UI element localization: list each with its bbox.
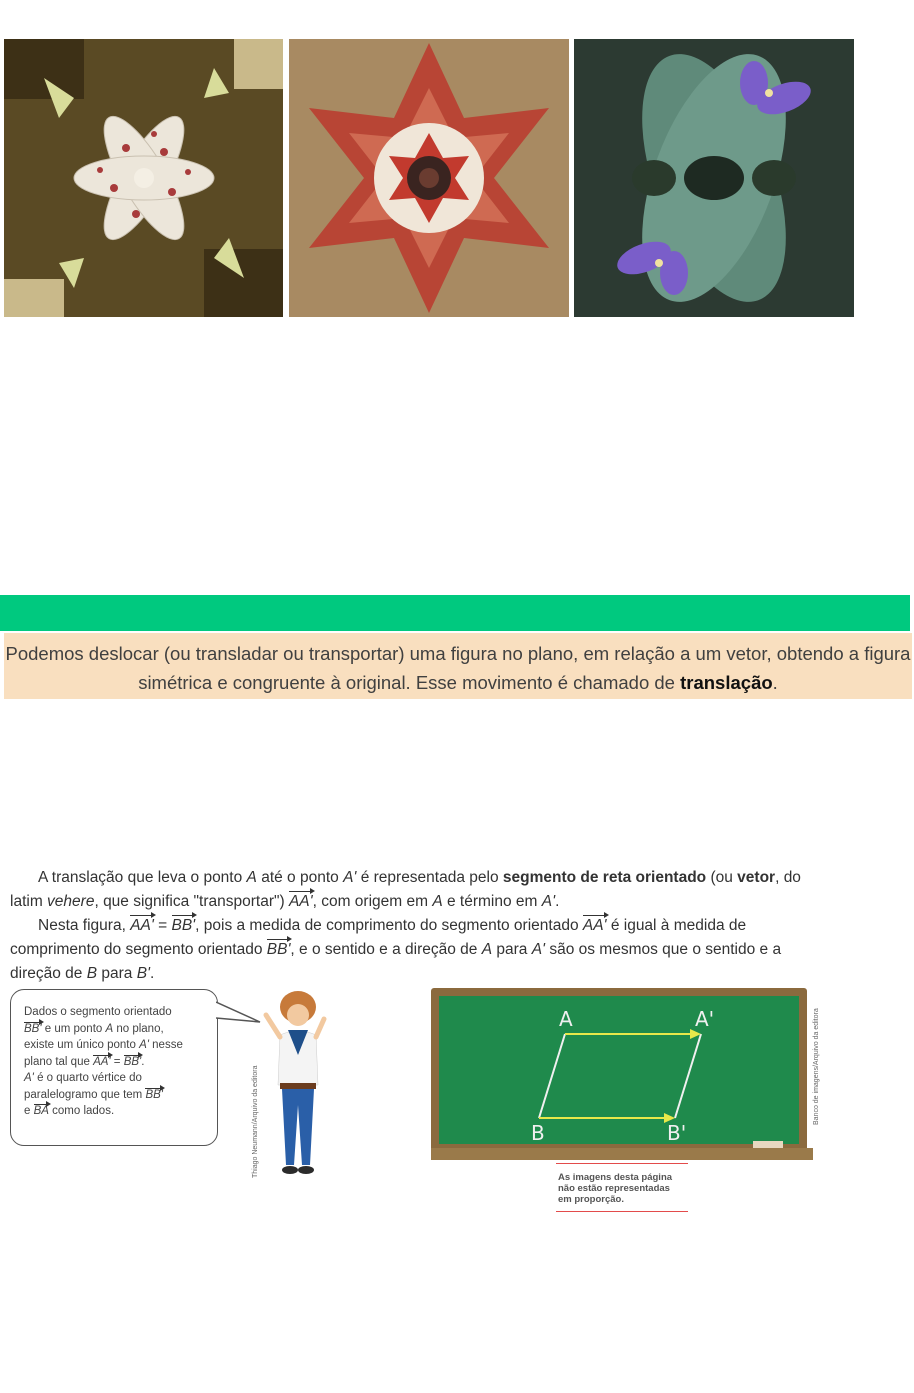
kaleidoscope-purple-flower-icon [574,39,854,317]
kaleidoscope-orchid-white-icon [4,39,283,317]
kaleidoscope-photo-3 [574,39,854,317]
board-surface [439,996,799,1144]
illustrator-credit: Thiago Neumann/Arquivo da editora [252,1065,259,1178]
body-text [10,866,820,986]
label-a-prime: A' [695,1007,715,1031]
speech-bubble: Dados o segmento orientado BB' e um ponto A no plano, existe um único ponto A' nesse plano tal que AA' = BB'. A' é o quarto vértice do paralelogramo que tem BB' e BA como lados. [10,989,218,1146]
label-a: A [559,1007,573,1031]
kaleidoscope-red-star-icon [289,39,569,317]
definition-box [4,633,912,699]
section-header-bar [0,595,910,631]
term-segmento: segmento de reta orientado [502,869,707,886]
vector-aa: AA' [289,890,313,914]
kaleidoscope-photo-2 [289,39,569,317]
definition-end: . [772,672,778,693]
paragraph-2: Nesta figura, AA' = BB', pois a medida de comprimento do segmento orientado AA' é igual à medida de comprimento do segmento orientado BB', e o sentido e a direção de A para A' são os mesmos que o sentido e a direção de B para B'. [10,914,820,986]
label-b-prime: B' [667,1121,687,1145]
definition-term: translação [680,672,773,693]
label-b: B [531,1121,545,1145]
speech-bubble-tail [216,1000,262,1030]
teacher-illustration [258,985,338,1180]
diagram-credit: Banco de imagens/Arquivo da editora [813,1008,820,1125]
term-vetor: vetor [737,869,776,886]
proportion-caption: As imagens desta página não estão representadas em proporção. [556,1163,688,1212]
definition-text: Podemos deslocar (ou transladar ou transportar) uma figura no plano, em relação a um vetor, obtendo a figura simétrica e congruente à original. Esse movimento é chamado de [5,643,911,693]
paragraph-1: A translação que leva o ponto A até o ponto A' é representada pelo segmento de reta orientado (ou vetor, do latim vehere, que significa "transportar") AA', com origem em A e término em A'. [10,866,820,914]
kaleidoscope-photo-1 [4,39,283,317]
chalkboard-diagram [431,988,813,1160]
